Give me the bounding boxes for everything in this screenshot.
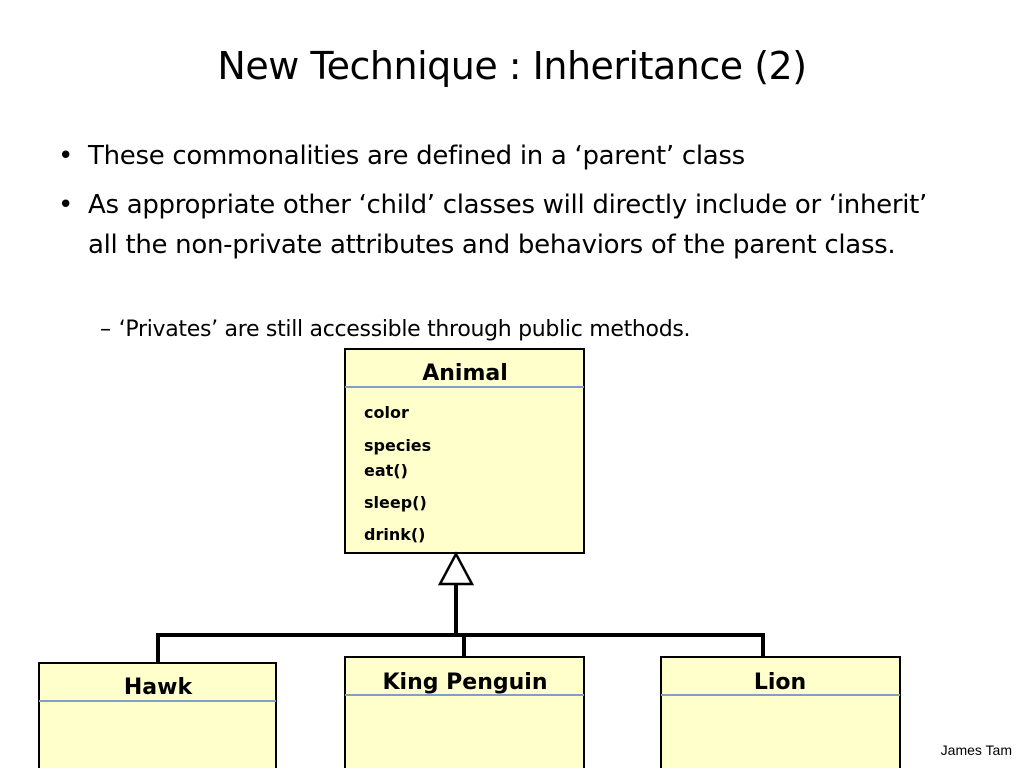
class-box-king-penguin <box>345 657 584 768</box>
inheritance-connector <box>156 554 765 663</box>
bullet-marker: • <box>58 141 74 171</box>
method-sleep: sleep() <box>364 493 427 512</box>
class-name-king-penguin: King Penguin <box>382 670 548 695</box>
attribute-species: species <box>364 436 432 455</box>
slide-title: New Technique : Inheritance (2) <box>217 44 807 88</box>
class-box-animal <box>345 349 584 553</box>
bullet-marker: • <box>58 190 74 220</box>
generalization-arrowhead <box>440 554 472 584</box>
class-name-lion: Lion <box>753 670 807 695</box>
method-eat: eat() <box>364 461 408 480</box>
sub-bullet-text: ‘Privates’ are still accessible through public methods. <box>118 317 691 342</box>
class-name-hawk: Hawk <box>123 675 193 700</box>
bullet-text: As appropriate other ‘child’ classes will directly include or ‘inherit’ all the non-private attributes and behaviors of the parent class. <box>88 190 928 260</box>
class-box-hawk <box>39 663 276 768</box>
method-drink: drink() <box>364 525 426 544</box>
footer-author: James Tam <box>940 742 1012 758</box>
bullet-text: These commonalities are defined in a ‘parent’ class <box>88 141 745 171</box>
attribute-color: color <box>364 403 409 422</box>
class-box-lion <box>661 657 900 768</box>
class-name-animal: Animal <box>422 361 508 386</box>
sub-bullet-marker: – <box>100 317 111 342</box>
